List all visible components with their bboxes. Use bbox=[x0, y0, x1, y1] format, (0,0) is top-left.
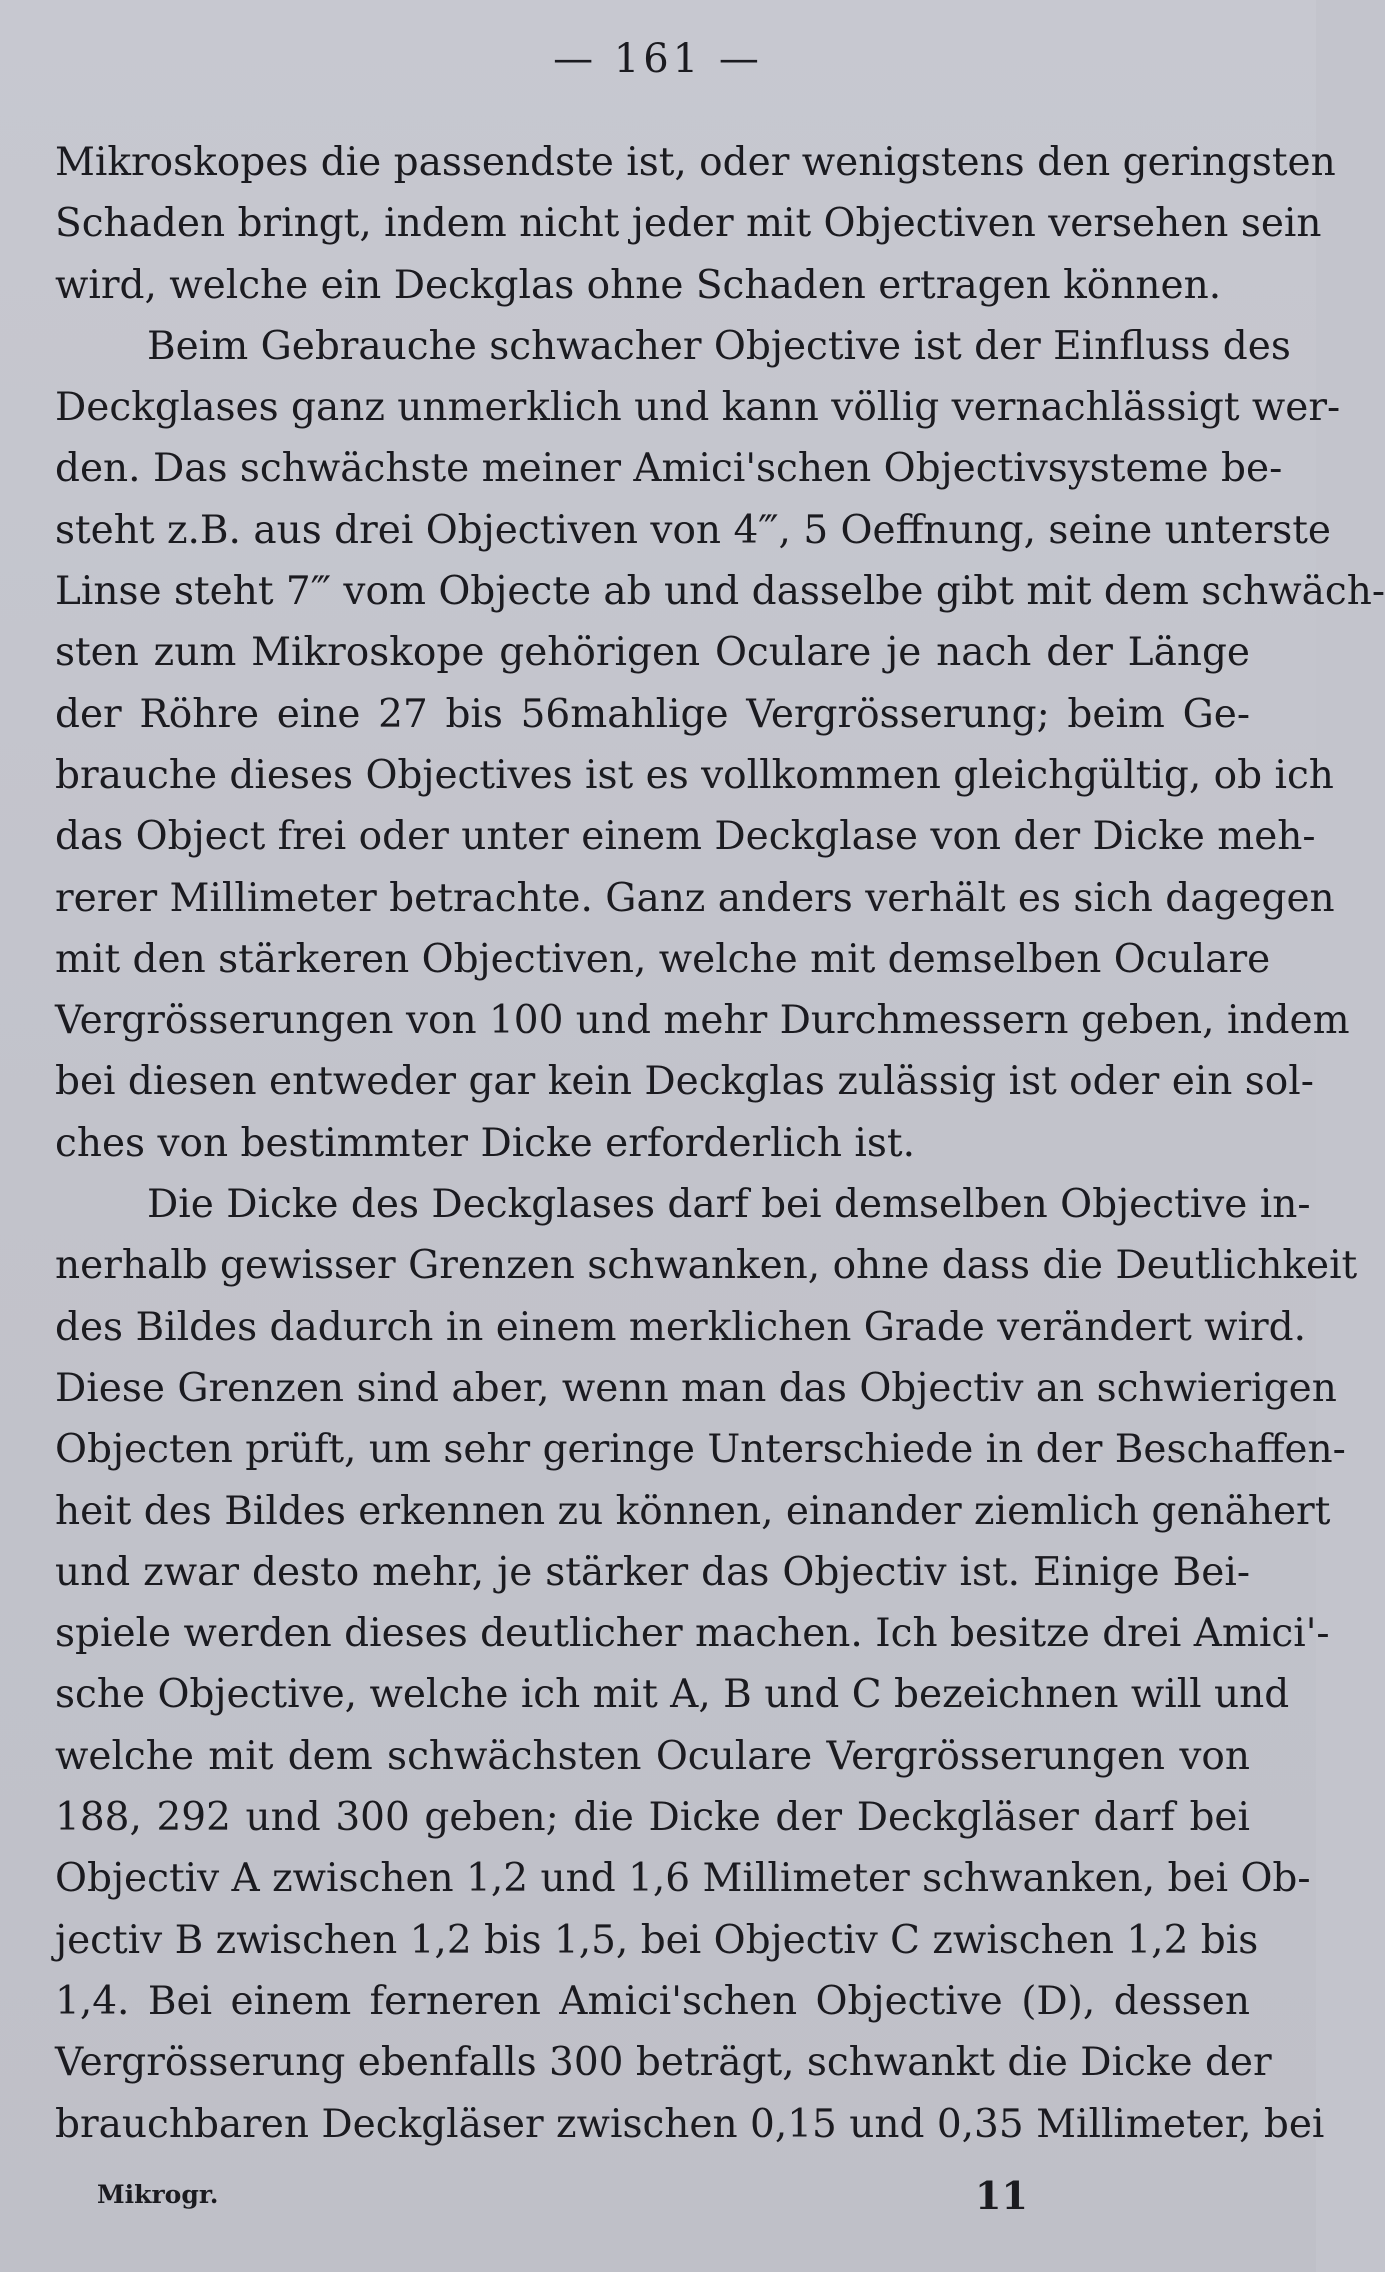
page-number: — 161 — bbox=[553, 36, 763, 82]
text-line: rerer Millimeter betrachte. Ganz anders verhält es sich dagegen bbox=[55, 875, 1335, 921]
text-line: Beim Gebrauche schwacher Objective ist der Einfluss des bbox=[147, 323, 1291, 369]
text-line: Objecten prüft, um sehr geringe Unterschiede in der Beschaffen- bbox=[55, 1427, 1346, 1473]
sheet-number: 11 bbox=[975, 2173, 1028, 2218]
text-line: Vergrösserungen von 100 und mehr Durchmessern geben, indem bbox=[55, 998, 1350, 1044]
text-line: brauche dieses Objectives ist es vollkommen gleichgültig, ob ich bbox=[55, 752, 1334, 798]
text-line: den. Das schwächste meiner Amici'schen Objectivsysteme be- bbox=[55, 446, 1283, 492]
text-line: heit des Bildes erkennen zu können, einander ziemlich genähert bbox=[55, 1488, 1331, 1534]
text-line: des Bildes dadurch in einem merklichen Grade verändert wird. bbox=[55, 1304, 1307, 1350]
text-line: Linse steht 7‴ vom Objecte ab und dasselbe gibt mit dem schwäch- bbox=[55, 569, 1385, 615]
text-line: Mikroskopes die passendste ist, oder wenigstens den geringsten bbox=[55, 140, 1336, 185]
text-line: Deckglases ganz unmerklich und kann völlig vernachlässigt wer- bbox=[55, 385, 1341, 431]
text-line: Diese Grenzen sind aber, wenn man das Objectiv an schwierigen bbox=[55, 1365, 1337, 1411]
text-line: der Röhre eine 27 bis 56mahlige Vergrösserung; beim Ge- bbox=[55, 691, 1250, 737]
text-line: wird, welche ein Deckglas ohne Schaden ertragen können. bbox=[55, 262, 1222, 308]
body-text bbox=[55, 132, 1385, 2155]
text-line: nerhalb gewisser Grenzen schwanken, ohne dass die Deutlichkeit bbox=[55, 1243, 1358, 1289]
text-line: sche Objective, welche ich mit A, B und C bezeichnen will und bbox=[55, 1672, 1290, 1718]
text-line: Objectiv A zwischen 1,2 und 1,6 Millimeter schwanken, bei Ob- bbox=[55, 1856, 1311, 1902]
text-line: 188, 292 und 300 geben; die Dicke der Deckgläser darf bei bbox=[55, 1795, 1250, 1841]
text-line: Schaden bringt, indem nicht jeder mit Objectiven versehen sein bbox=[55, 201, 1322, 247]
text-line: das Object frei oder unter einem Deckglase von der Dicke meh- bbox=[55, 814, 1316, 860]
text-line: steht z.B. aus drei Objectiven von 4‴, 5 Oeffnung, seine unterste bbox=[55, 507, 1331, 553]
text-line: ches von bestimmter Dicke erforderlich ist. bbox=[55, 1120, 915, 1166]
text-line: mit den stärkeren Objectiven, welche mit demselben Oculare bbox=[55, 936, 1271, 982]
text-line: bei diesen entweder gar kein Deckglas zulässig ist oder ein sol- bbox=[55, 1059, 1314, 1105]
text-line: jectiv B zwischen 1,2 bis 1,5, bei Objectiv C zwischen 1,2 bis bbox=[55, 1917, 1259, 1963]
text-line: sten zum Mikroskope gehörigen Oculare je nach der Länge bbox=[55, 630, 1250, 676]
text-line: spiele werden dieses deutlicher machen. Ich besitze drei Amici'- bbox=[55, 1611, 1330, 1657]
text-line: Die Dicke des Deckglases darf bei demselben Objective in- bbox=[147, 1182, 1311, 1228]
text-line: und zwar desto mehr, je stärker das Objectiv ist. Einige Bei- bbox=[55, 1549, 1250, 1595]
text-line: Vergrösserung ebenfalls 300 beträgt, schwankt die Dicke der bbox=[55, 2040, 1272, 2086]
signature-mark: Mikrogr. bbox=[97, 2180, 219, 2209]
text-line: welche mit dem schwächsten Oculare Vergrösserungen von bbox=[55, 1733, 1250, 1779]
text-line: 1,4. Bei einem ferneren Amici'schen Objective (D), dessen bbox=[55, 1978, 1250, 2024]
text-line: brauchbaren Deckgläser zwischen 0,15 und 0,35 Millimeter, bei bbox=[55, 2101, 1325, 2147]
